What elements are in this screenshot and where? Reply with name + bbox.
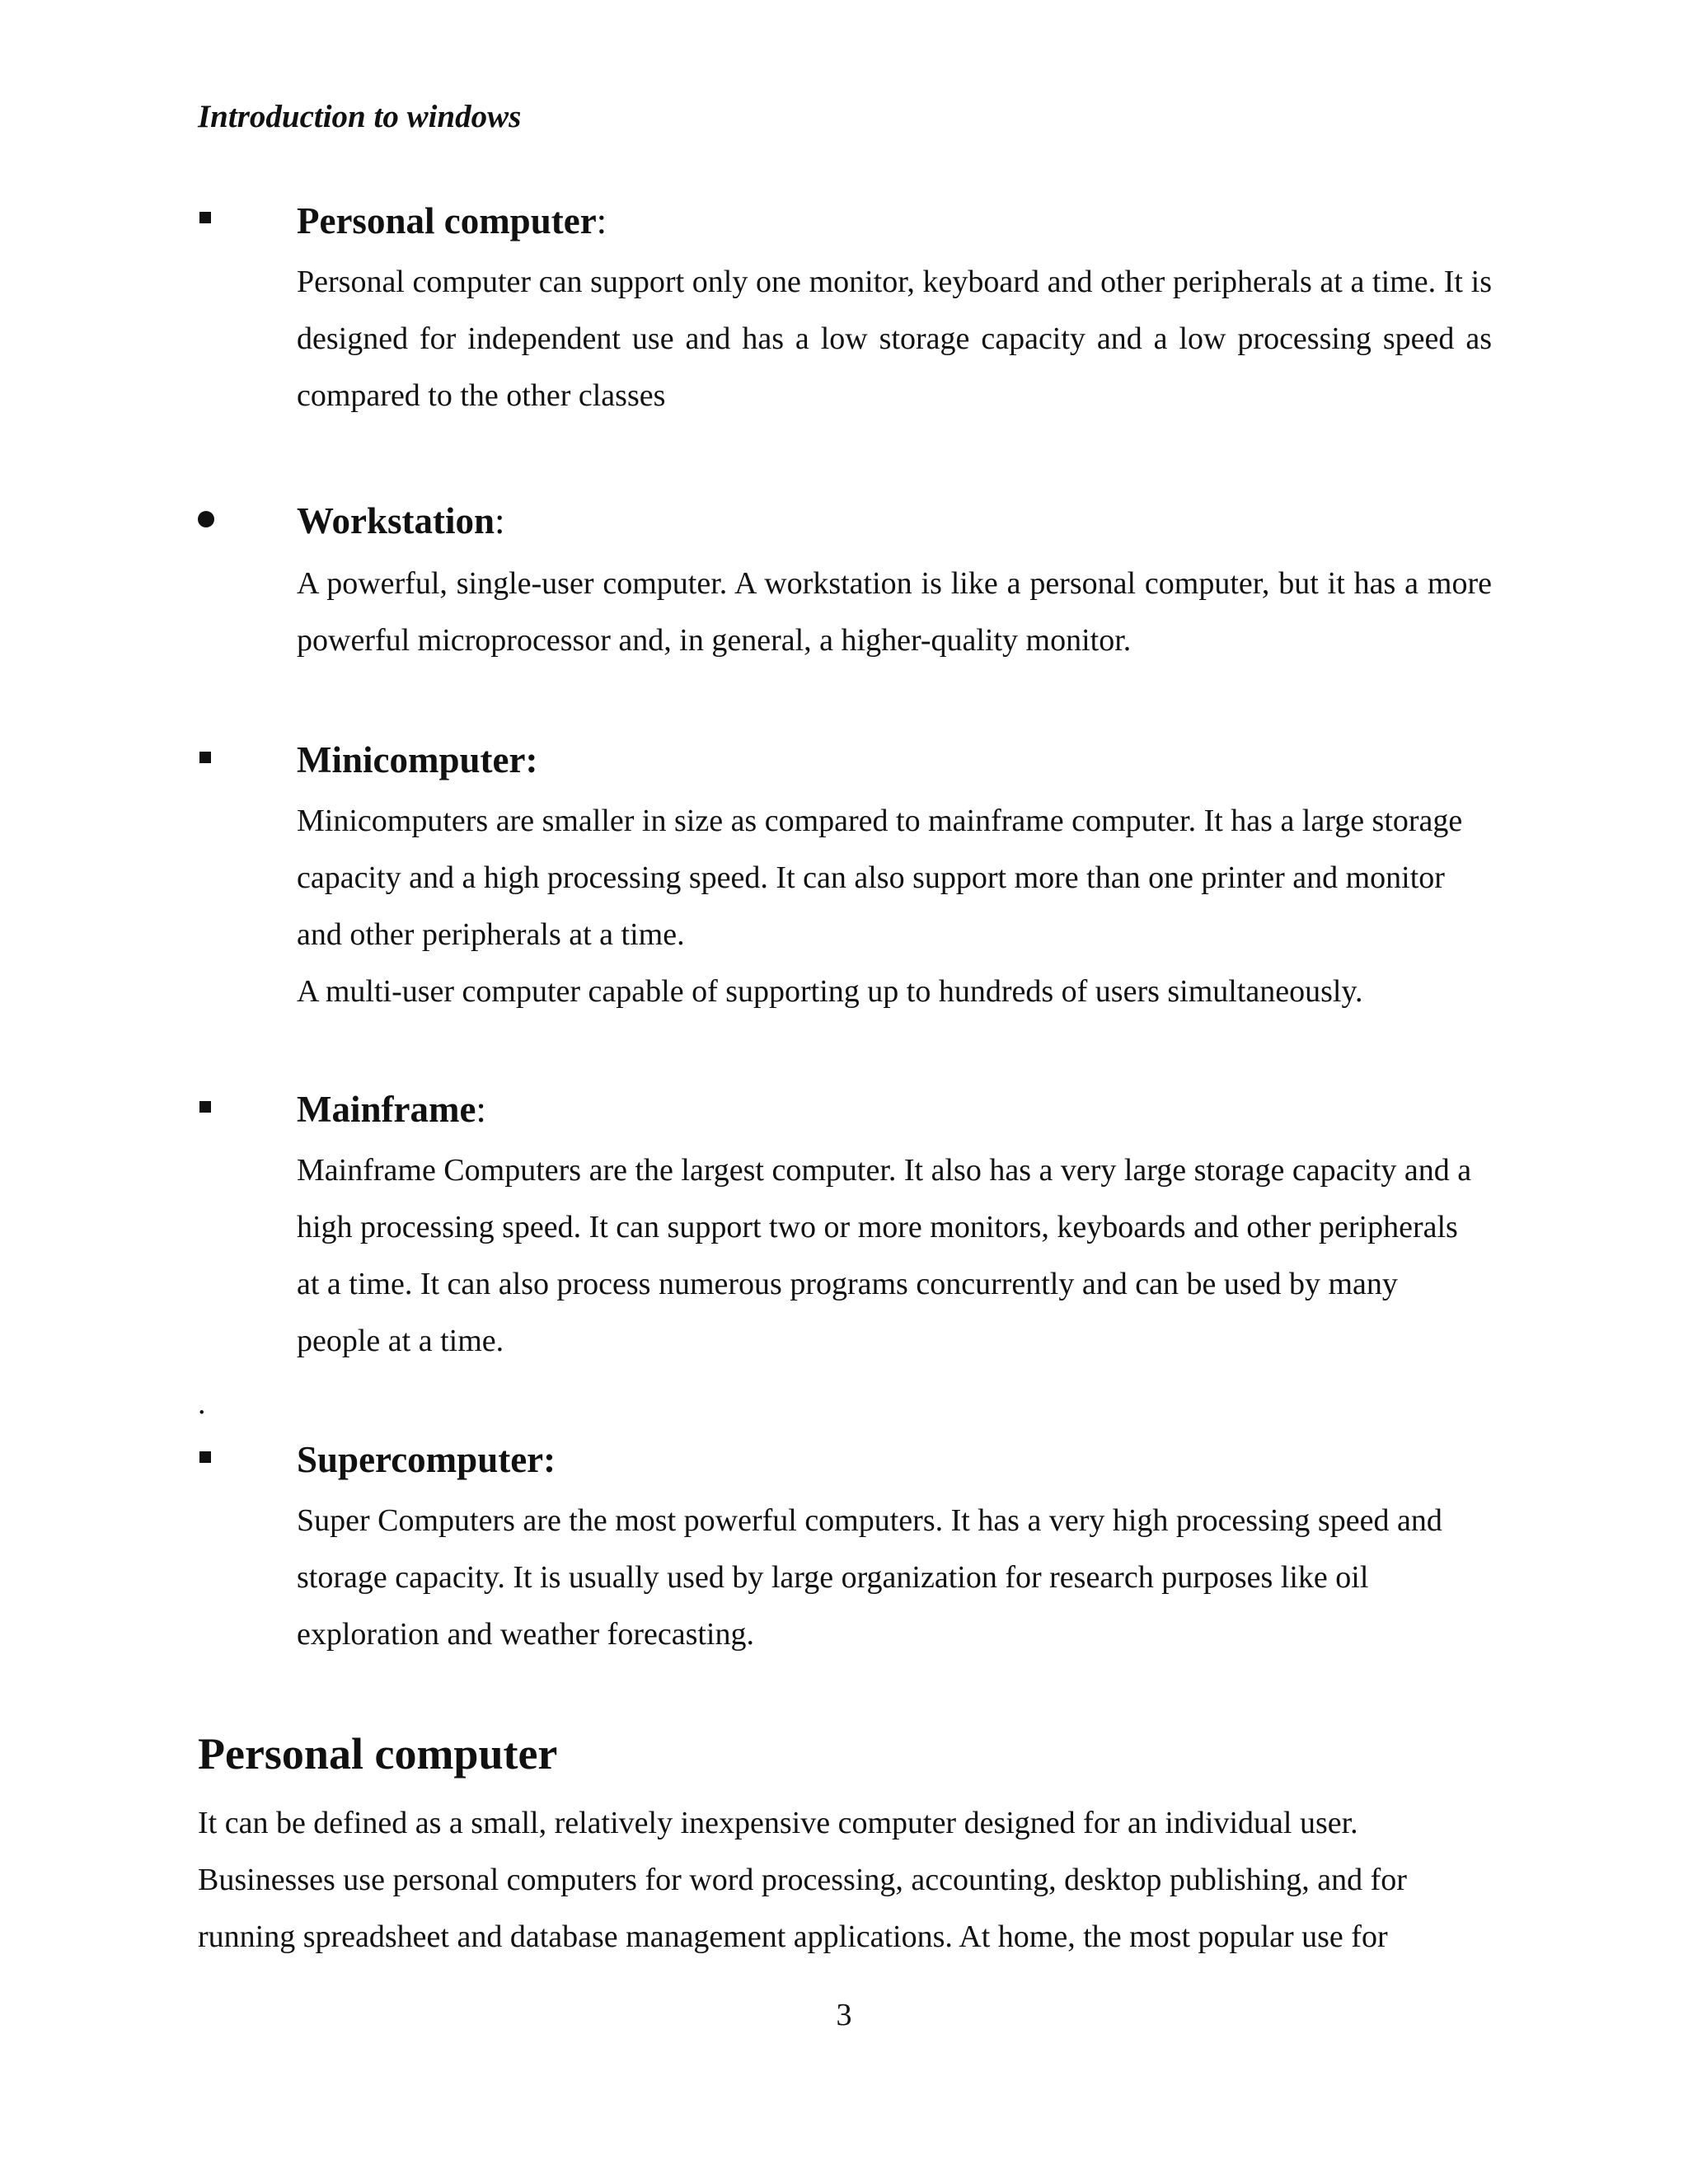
square-bullet-icon [199,1451,211,1463]
section-title: Personal computer [297,200,597,241]
section-title: Mainframe [297,1089,476,1130]
section-paragraph: Super Computers are the most powerful computers. It has a very high processing speed and storage capacity. It is usually used by large organization for research purposes like oil exploration and weather forecasting. [297,1503,1442,1652]
section-title-suffix: : [476,1089,486,1130]
section-paragraph: Minicomputers are smaller in size as compared to mainframe computer. It has a large storage capacity and a high processing speed. It can also support more than one printer and monitor and other peripherals at a time. [297,804,1463,952]
stray-mark: . [198,1386,206,1421]
section-heading [297,198,607,244]
section-paragraph: A multi-user computer capable of supporting up to hundreds of users simultaneously. [297,974,1363,1009]
section-title-suffix: : [495,500,505,541]
section-body [297,793,1467,1020]
running-head: Introduction to windows [198,99,522,134]
section-paragraph: Mainframe Computers are the largest computer. It also has a very large storage capacity and a high processing speed. It can support two or more monitors, keyboards and other peripherals at a time. It can also process numerous programs concurrently and can be used by many people at a time. [297,1153,1472,1358]
square-bullet-icon [199,752,211,763]
section-title-suffix: : [596,200,607,241]
section-heading [297,737,537,783]
section-title: Minicomputer: [297,739,538,780]
body-line: running spreadsheet and database management applications. At home, the most popular use for [198,1919,1388,1954]
section-paragraph: Personal computer can support only one monitor, keyboard and other peripherals at a time. It is designed for independent use and has a low storage capacity and a low processing speed as compared to the other classes [297,265,1492,413]
section-body [297,1142,1479,1370]
section-heading [297,498,505,544]
section-body [297,555,1492,669]
main-body [198,1795,1484,1966]
body-line: It can be defined as a small, relatively inexpensive computer designed for an individual user. [198,1806,1358,1840]
main-heading: Personal computer [198,1729,558,1779]
section-title: Workstation [297,500,495,541]
section-heading [297,1436,556,1483]
section-title: Supercomputer: [297,1439,556,1480]
square-bullet-icon [199,212,211,223]
page-number: 3 [836,1998,852,2032]
body-line: Businesses use personal computers for word processing, accounting, desktop publishing, and for [198,1863,1407,1897]
square-bullet-icon [199,1101,211,1113]
section-body [297,254,1492,424]
section-body [297,1493,1467,1663]
round-bullet-icon [198,511,214,527]
section-paragraph: A powerful, single-user computer. A workstation is like a personal computer, but it has a more powerful microprocessor and, in general, a higher-quality monitor. [297,566,1492,658]
section-heading [297,1086,486,1132]
